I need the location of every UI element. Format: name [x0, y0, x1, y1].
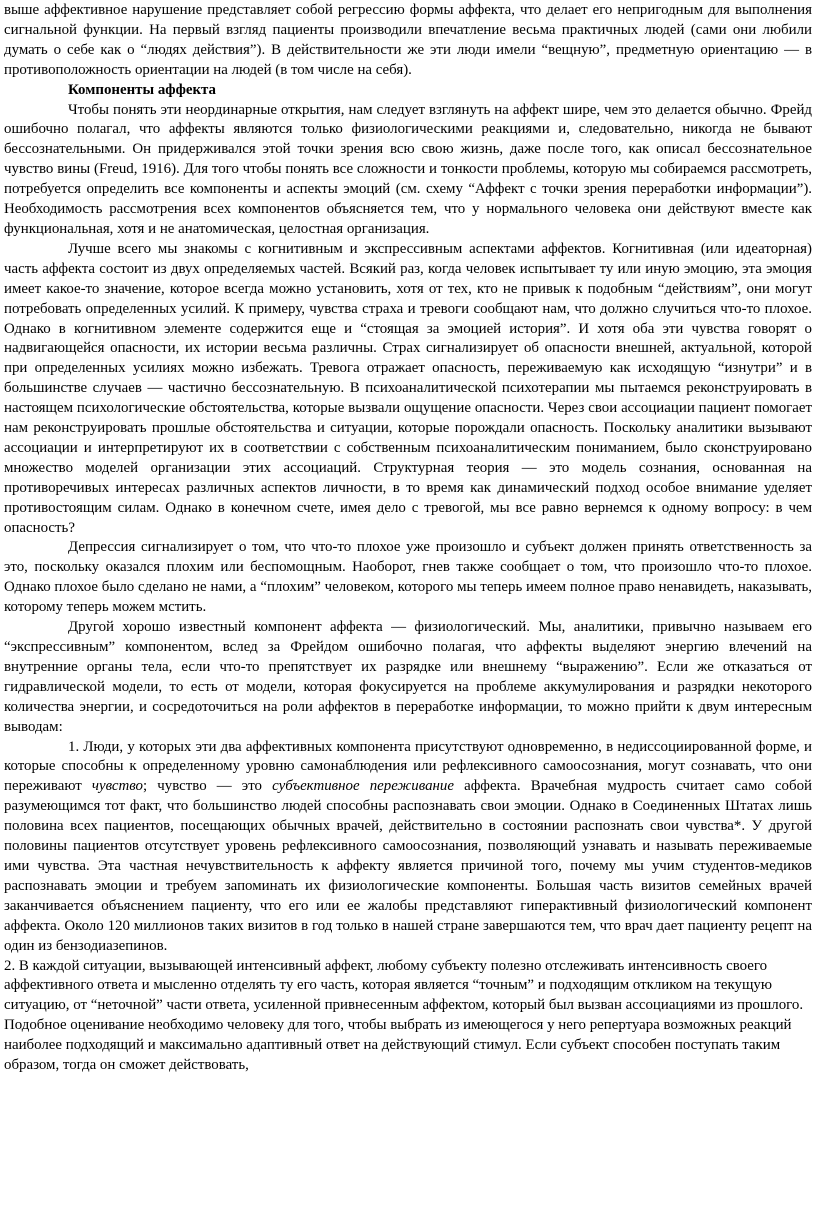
section-heading: Компоненты аффекта	[68, 81, 216, 98]
paragraph-3: Депрессия сигнализирует о том, что что-то плохое уже произошло и субъект должен принять ответственность за это, поскольку оказался плохим или беспомощным. Наоборот, гнев также сообщает о том, что произошло что-то плохое. Однако плохое было сделано не нами, а “плохим” человеком, которого мы теперь имеем полное право ненавидеть, наказывать, которому теперь можем мстить.	[4, 539, 812, 616]
list-item-1	[4, 738, 812, 957]
list-item-1-text-a: 1. Люди, у которых эти два аффективных компонента присутствуют одновременно, в недиссоциированной форме, и которые способны к определенному уровню самонаблюдения или рефлексивного самоосознания, могут сознавать, что они переживают	[4, 738, 812, 795]
emphasis-feeling: чувство	[91, 778, 143, 795]
list-item-2: 2. В каждой ситуации, вызывающей интенсивный аффект, любому субъекту полезно отслеживать интенсивность своего аффективного ответа и мысленно отделять ту его часть, которая является “точным” и подходящим откликом на текущую ситуацию, от “неточной” части ответа, усиленной привнесенным аффектом, который был вызван ассоциациями из прошлого. Подобное оценивание необходимо человеку для того, чтобы выбрать из имеющегося у него репертуара возможных реакций наиболее подходящий и максимально адаптивный ответ на действующий стимул. Если субъект способен поступать таким образом, тогда он сможет действовать,	[4, 957, 804, 1074]
paragraph-1: Чтобы понять эти неординарные открытия, нам следует взглянуть на аффект шире, чем это делается обычно. Фрейд ошибочно полагал, что аффекты являются только физиологическими реакциями и, следовательно, никогда не бывают бессознательными. Он придерживался этой точки зрения всю свою жизнь, даже после того, как описал бессознательное чувство вины (Freud, 1916). Для того чтобы понять все сложности и тонкости проблемы, которую мы собираемся рассмотреть, потребуется определить все компоненты и аспекты эмоций (см. схему “Аффект с точки зрения переработки информации”). Необходимость рассмотрения всех компонентов объясняется тем, что у нормального человека они действуют вместе как функциональная, хотя и не анатомическая, целостная организация.	[4, 101, 812, 237]
paragraph-2: Лучше всего мы знакомы с когнитивным и экспрессивным аспектами аффектов. Когнитивная (или идеаторная) часть аффекта состоит из двух определяемых частей. Всякий раз, когда человек испытывает ту или иную эмоцию, эта эмоция имеет какое-то значение, которое всегда можно установить, хотя от тех, кто не привык к подобным “действиям”, они могут потребовать определенных усилий. К примеру, чувства страха и тревоги сообщают нам, что должно случиться что-то плохое. Однако в когнитивном элементе содержится еще и “стоящая за эмоцией история”. И хотя оба эти чувства говорят о надвигающейся опасности, их истории весьма различны. Страх сигнализирует об опасности внешней, актуальной, которой при определенных усилиях можно избежать. Тревога отражает опасность, переживаемую как исходящую “изнутри” и в большинстве случаев — частично бессознательную. В психоаналитической психотерапии мы пытаемся реконструировать в настоящем психологические обстоятельства, которые вызвали ощущение опасности. Через свои ассоциации пациент помогает нам реконструировать прошлые обстоятельства и ситуации, которые порождали опасность. Поскольку аналитики вызывают ассоциации и интерпретируют их в соответствии с собственным психоаналитическим пониманием, было сконструировано множество моделей организации этих ассоциаций. Структурная теория — это модель сознания, основанная на противоречивых интересах различных аспектов личности, в то время как динамический подход особое внимание уделяет противостоящим силам. Однако в конечном счете, имея дело с тревогой, мы все равно вернемся к одному вопросу: в чем опасность?	[4, 240, 812, 536]
document-body	[4, 1, 812, 1076]
paragraph-continuation: выше аффективное нарушение представляет собой регрессию формы аффекта, что делает его непригодным для выполнения сигнальной функции. На первый взгляд пациенты производили впечатление весьма практичных людей (сами они любили думать о себе как о “людях действия”). В действительности же эти люди имели “вещную”, предметную ориентацию — в противоположность ориентации на людей (в том числе на себя).	[4, 2, 812, 78]
paragraph-4: Другой хорошо известный компонент аффекта — физиологический. Мы, аналитики, привычно называем его “экспрессивным” компонентом, вслед за Фрейдом ошибочно полагая, что аффекты выделяют энергию влечений на внутренние органы тела, если что-то препятствует их разрядке или внешнему “выражению”. Если же отказаться от гидравлической модели, то есть от модели, которая фокусируется на проблеме аккумулирования и разрядки некоторого количества энергии, и сосредоточиться на роли аффектов в переработке информации, то можно прийти к двум интересным выводам:	[4, 619, 812, 735]
list-item-1-text-c: ; чувство — это	[142, 778, 273, 795]
emphasis-subjective-experience: субъективное переживание	[272, 778, 454, 795]
list-item-1-text-e: аффекта. Врачебная мудрость считает само собой разумеющимся тот факт, что большинство людей способны распознавать свои эмоции. Однако в Соединенных Штатах лишь половина всех пациентов, посещающих обычных врачей, действительно в состоянии распознать свои чувства*. У другой половины пациентов отсутствует уровень рефлексивного самоосознания, позволяющий узнавать и называть переживаемые ими чувства. Эта частная нечувствительность к аффекту является причиной того, почему мы учим студентов-медиков распознавать эмоции и требуем запоминать их физиологические компоненты. Большая часть визитов семейных врачей заканчивается объяснением пациенту, что его или ее жалобы представляют гиперактивный физиологический компонент аффекта. Около 120 миллионов таких визитов в год только в нашей стране завершаются тем, что врач дает пациенту рецепт на один из бензодиазепинов.	[4, 778, 812, 954]
